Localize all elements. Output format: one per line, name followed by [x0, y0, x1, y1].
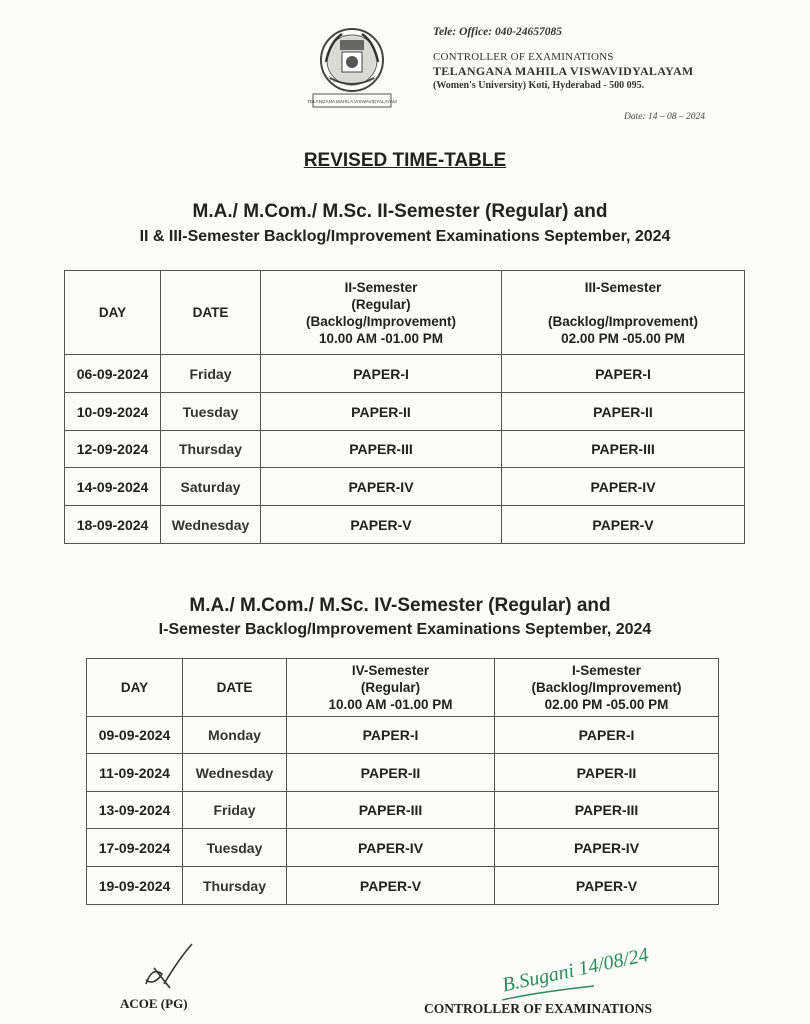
acoe-signature-mark	[140, 940, 196, 992]
row-day: 10-09-2024	[65, 393, 161, 431]
col4-line4: 02.00 PM -05.00 PM	[561, 330, 685, 346]
row-col3: PAPER-I	[287, 717, 495, 754]
signature-scrawl: B.Sugani 14/08/24	[500, 943, 651, 997]
row-col4: PAPER-III	[495, 792, 719, 829]
table-row	[87, 754, 719, 792]
header-telephone: Tele: Office: 040-24657085	[433, 26, 563, 38]
col3-line2: (Regular)	[351, 296, 411, 312]
signature-acoe: ACOE (PG)	[120, 996, 188, 1011]
section1-heading-line1: M.A./ M.Com./ M.Sc. II-Semester (Regular) and	[192, 201, 608, 222]
row-date: Thursday	[161, 431, 261, 468]
col3-line3: 10.00 AM -01.00 PM	[328, 697, 453, 712]
header-date: Date: 14 – 08 – 2024	[624, 112, 706, 122]
col3-line1: IV-Semester	[351, 663, 430, 678]
col3-line4: 10.00 AM -01.00 PM	[318, 330, 444, 346]
col3-line1: II-Semester	[344, 279, 418, 295]
signature-controller: CONTROLLER OF EXAMINATIONS	[424, 1001, 653, 1016]
table-row	[87, 867, 719, 905]
table-row	[65, 506, 745, 544]
row-col3: PAPER-V	[261, 506, 502, 544]
row-day: 06-09-2024	[65, 355, 161, 393]
row-col3: PAPER-IV	[261, 468, 502, 506]
row-col4: PAPER-III	[502, 431, 745, 468]
university-seal-logo	[307, 22, 397, 108]
col4-line1: III-Semester	[584, 279, 662, 295]
section2-heading-line1: M.A./ M.Com./ M.Sc. IV-Semester (Regular) and	[189, 595, 611, 616]
header-university: TELANGANA MAHILA VISWAVIDYALAYAM	[433, 64, 694, 78]
column-header-col4	[502, 271, 745, 355]
row-date: Saturday	[161, 468, 261, 506]
column-header-col3	[287, 659, 495, 717]
col4-line2: (Backlog/Improvement)	[531, 680, 682, 695]
table-row	[65, 393, 745, 431]
row-date: Friday	[161, 355, 261, 393]
row-day: 09-09-2024	[87, 717, 183, 754]
col3-line2: (Regular)	[360, 680, 421, 695]
logo-caption: TELANGANA MAHILA VISWAVIDYALAYAM	[307, 99, 397, 104]
row-col3: PAPER-III	[261, 431, 502, 468]
row-col4: PAPER-II	[495, 754, 719, 792]
row-date: Tuesday	[161, 393, 261, 431]
column-header-day: DAY	[87, 659, 183, 717]
table-row	[87, 717, 719, 754]
timetable-section1	[64, 270, 745, 544]
column-header-date: DATE	[183, 659, 287, 717]
header-address: (Women's University) Koti, Hyderabad - 500 095.	[433, 80, 645, 91]
table-row	[65, 431, 745, 468]
row-col4: PAPER-V	[502, 506, 745, 544]
col3-line3: (Backlog/Improvement)	[305, 313, 457, 329]
row-col3: PAPER-II	[261, 393, 502, 431]
section2-heading-line2: I-Semester Backlog/Improvement Examinations September, 2024	[158, 621, 652, 638]
table-header-row	[65, 271, 745, 355]
table-row	[65, 468, 745, 506]
row-day: 18-09-2024	[65, 506, 161, 544]
row-day: 12-09-2024	[65, 431, 161, 468]
header-office: CONTROLLER OF EXAMINATIONS	[433, 51, 614, 63]
row-date: Thursday	[183, 867, 287, 905]
col4-line3: 02.00 PM -05.00 PM	[544, 697, 669, 712]
table-row	[87, 829, 719, 867]
row-col3: PAPER-III	[287, 792, 495, 829]
column-header-day: DAY	[65, 271, 161, 355]
row-col3: PAPER-I	[261, 355, 502, 393]
row-date: Tuesday	[183, 829, 287, 867]
col4-line2	[502, 296, 744, 313]
column-header-date: DATE	[161, 271, 261, 355]
row-col4: PAPER-V	[495, 867, 719, 905]
section1-heading-line2: II & III-Semester Backlog/Improvement Examinations September, 2024	[139, 228, 671, 245]
page-title: REVISED TIME-TABLE	[303, 150, 507, 171]
row-col3: PAPER-V	[287, 867, 495, 905]
row-col4: PAPER-II	[502, 393, 745, 431]
table-header-row	[87, 659, 719, 717]
row-day: 11-09-2024	[87, 754, 183, 792]
table-row	[87, 792, 719, 829]
row-day: 13-09-2024	[87, 792, 183, 829]
row-col3: PAPER-II	[287, 754, 495, 792]
row-col4: PAPER-I	[502, 355, 745, 393]
column-header-col3	[261, 271, 502, 355]
row-day: 14-09-2024	[65, 468, 161, 506]
row-col4: PAPER-I	[495, 717, 719, 754]
column-header-col4	[495, 659, 719, 717]
col4-line1: I-Semester	[571, 663, 642, 678]
row-date: Monday	[183, 717, 287, 754]
row-day: 17-09-2024	[87, 829, 183, 867]
row-date: Wednesday	[161, 506, 261, 544]
row-col4: PAPER-IV	[495, 829, 719, 867]
row-col3: PAPER-IV	[287, 829, 495, 867]
row-date: Wednesday	[183, 754, 287, 792]
row-col4: PAPER-IV	[502, 468, 745, 506]
row-date: Friday	[183, 792, 287, 829]
timetable-section2	[86, 658, 719, 905]
col4-line3: (Backlog/Improvement)	[547, 313, 699, 329]
row-day: 19-09-2024	[87, 867, 183, 905]
table-row	[65, 355, 745, 393]
